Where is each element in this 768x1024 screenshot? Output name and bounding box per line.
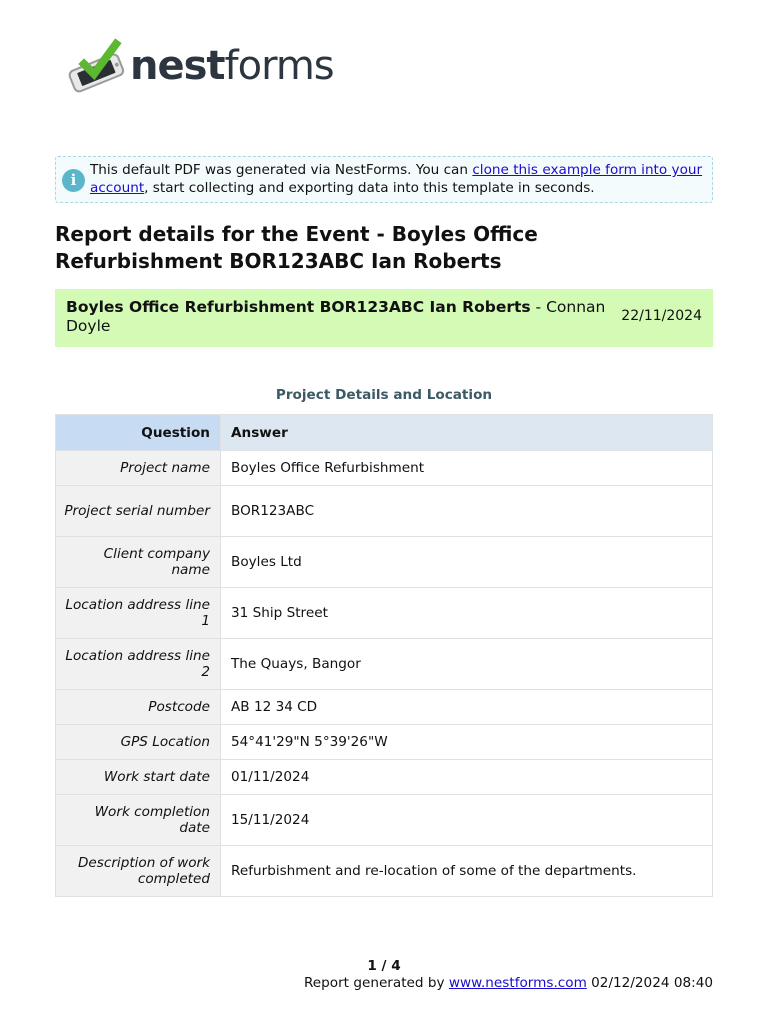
logo-wordmark <box>130 43 334 89</box>
nestforms-link[interactable]: www.nestforms.com <box>448 975 587 991</box>
event-date: 22/11/2024 <box>621 308 702 324</box>
header-question: Question <box>56 415 221 451</box>
row-question: Client company name <box>56 537 221 588</box>
footer-generated-by: Report generated by <box>303 975 449 991</box>
section-title: Project Details and Location <box>275 387 493 403</box>
row-question: Work start date <box>56 760 221 795</box>
row-question: Location address line 1 <box>56 588 221 639</box>
info-text-after: , start collecting and exporting data into this template in seconds. <box>144 180 595 196</box>
table-row <box>56 795 713 846</box>
table-row <box>56 760 713 795</box>
event-separator: - <box>530 298 547 316</box>
row-answer: BOR123ABC <box>221 486 713 537</box>
event-heading <box>66 298 606 336</box>
row-question: Project serial number <box>56 486 221 537</box>
row-question: Description of work completed <box>56 846 221 897</box>
table-row <box>56 451 713 486</box>
table-row <box>56 639 713 690</box>
row-answer: Refurbishment and re-location of some of the departments. <box>221 846 713 897</box>
row-question: Location address line 2 <box>56 639 221 690</box>
table-row <box>56 537 713 588</box>
event-author: Connan Doyle <box>66 298 606 335</box>
table-row <box>56 588 713 639</box>
row-question: Postcode <box>56 690 221 725</box>
info-text <box>90 161 704 197</box>
row-answer: 15/11/2024 <box>221 795 713 846</box>
event-summary <box>55 289 713 347</box>
table-row <box>56 846 713 897</box>
row-answer: 01/11/2024 <box>221 760 713 795</box>
info-text-before: This default PDF was generated via NestForms. You can <box>90 162 473 178</box>
row-answer: AB 12 34 CD <box>221 690 713 725</box>
event-name: Boyles Office Refurbishment BOR123ABC Ian Roberts <box>66 298 531 316</box>
table-row <box>56 690 713 725</box>
phone-check-icon <box>64 38 128 94</box>
row-answer: The Quays, Bangor <box>221 639 713 690</box>
row-question: Work completion date <box>56 795 221 846</box>
info-notice <box>55 156 713 203</box>
row-answer: 54°41'29"N 5°39'26"W <box>221 725 713 760</box>
table-header-row <box>56 415 713 451</box>
clone-form-link[interactable]: clone this example form into your account <box>90 162 703 196</box>
report-footer <box>304 975 713 991</box>
report-title: Report details for the Event - Boyles Office Refurbishment BOR123ABC Ian Roberts <box>55 222 538 273</box>
logo-text-bold: nest <box>130 43 225 89</box>
row-question: GPS Location <box>56 725 221 760</box>
row-answer: 31 Ship Street <box>221 588 713 639</box>
info-icon: i <box>62 169 85 192</box>
nestforms-logo <box>64 38 334 94</box>
header-answer: Answer <box>221 415 713 451</box>
project-details-table <box>55 414 713 897</box>
page-number: 1 / 4 <box>367 958 401 974</box>
logo-text-light: forms <box>224 43 334 89</box>
row-question: Project name <box>56 451 221 486</box>
table-row <box>56 725 713 760</box>
footer-timestamp: 02/12/2024 08:40 <box>586 975 713 991</box>
row-answer: Boyles Ltd <box>221 537 713 588</box>
table-row <box>56 486 713 537</box>
row-answer: Boyles Office Refurbishment <box>221 451 713 486</box>
